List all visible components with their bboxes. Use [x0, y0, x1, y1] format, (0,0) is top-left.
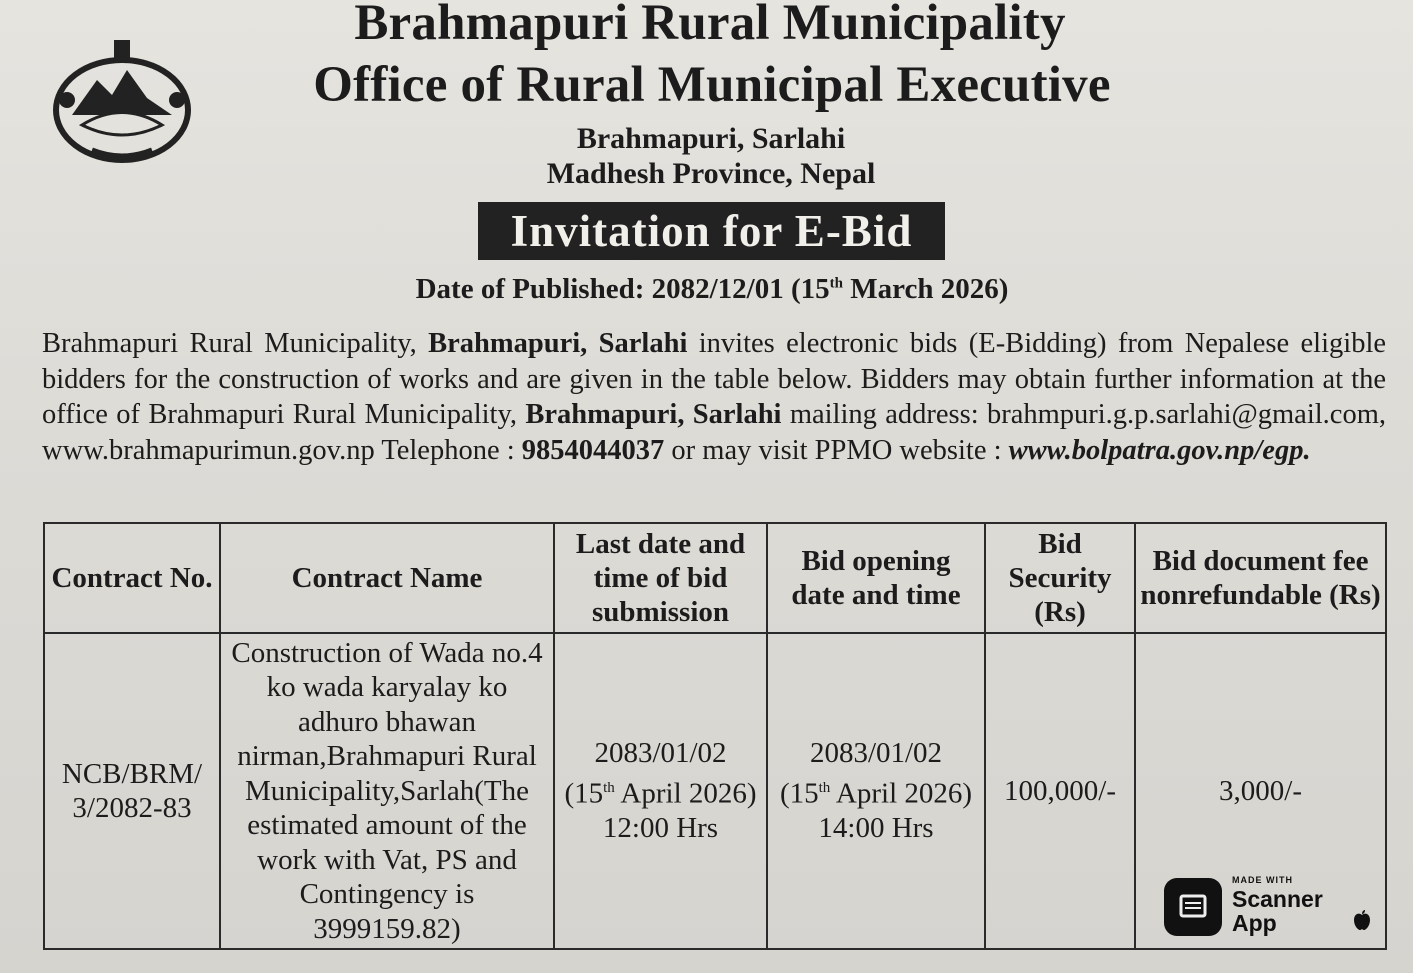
opening-date: 2083/01/02: [809, 737, 943, 770]
published-date-sup: th: [829, 275, 843, 292]
telephone-number: 9854044037: [521, 434, 665, 466]
made-with-label: MADE WITH: [1232, 875, 1293, 885]
opening-english-b: April 2026): [830, 777, 973, 810]
cell-contract-no: NCB/BRM/ 3/2082-83: [44, 633, 220, 949]
scanner-app-icon: [1164, 878, 1222, 936]
table-header-row: [44, 523, 1386, 633]
cell-document-fee: 3,000/-: [1135, 633, 1386, 949]
intro-bold-2: Brahmapuri, Sarlahi: [525, 399, 782, 430]
intro-paragraph: [42, 326, 1386, 468]
cell-bid-opening: [767, 633, 985, 949]
address-line-2: Madhesh Province, Nepal: [546, 157, 876, 190]
address-line-1: Brahmapuri, Sarlahi: [576, 122, 846, 155]
cell-bid-security: 100,000/-: [985, 633, 1135, 949]
last-date-sup: th: [603, 779, 615, 796]
cell-contract-name: Construction of Wada no.4 ko wada karyalay ko adhuro bhawan nirman,Brahmapuri Rural Municipality,Sarlah(The estimated amount of the work with Vat, PS and Contingency is 3999159.82): [220, 633, 554, 949]
notice-title: Invitation for E-Bid: [510, 206, 913, 256]
published-date-text: Date of Published: 2082/12/01 (15: [415, 273, 830, 305]
header-contract-name: Contract Name: [220, 523, 554, 633]
scanner-app-name-2: App: [1232, 910, 1277, 936]
header-document-fee: Bid document fee nonrefundable (Rs): [1135, 523, 1386, 633]
header-contract-no: Contract No.: [44, 523, 220, 633]
intro-text-3: mailing address: brahmpuri.g.p.sarlahi@gmail.com, www.brahmapurimun.gov.np Telephone :: [42, 399, 1386, 466]
header-last-date: Last date and time of bid submission: [554, 523, 767, 633]
header-bid-security: Bid Security (Rs): [985, 523, 1135, 633]
last-date-time: 12:00 Hrs: [602, 812, 719, 845]
opening-time: 14:00 Hrs: [818, 812, 934, 845]
last-date-date: 2083/01/02: [594, 737, 727, 770]
office-title: Office of Rural Municipal Executive: [313, 57, 1111, 113]
opening-sup: th: [818, 779, 831, 796]
last-date-english: [559, 771, 762, 811]
intro-bold-1: Brahmapuri, Sarlahi: [428, 328, 688, 359]
scanner-app-name-1: Scanner: [1232, 886, 1323, 912]
opening-english-a: (15: [779, 777, 819, 810]
cell-last-date: [554, 633, 767, 949]
intro-text-2: invites electronic bids (E-Bidding) from Nepalese eligible bidders for the construction of works and are given in the table below. Bidders may obtain further information at the office of Brahmapuri Rural Municipality,: [42, 328, 1387, 430]
intro-text-1: Brahmapuri Rural Municipality,: [42, 328, 429, 359]
intro-text-4: or may visit PPMO website :: [664, 434, 1009, 466]
municipality-title: Brahmapuri Rural Municipality: [354, 0, 1066, 51]
opening-english: [772, 771, 980, 811]
last-date-english-b: April 2026): [614, 777, 757, 810]
published-date-rest: March 2026): [843, 273, 1009, 305]
header-bid-opening: Bid opening date and time: [767, 523, 985, 633]
apple-icon: [1352, 909, 1372, 931]
published-date: [0, 273, 1413, 306]
ppmo-website-link: www.bolpatra.gov.np/egp.: [1008, 434, 1311, 466]
last-date-english-a: (15: [564, 777, 604, 810]
scanner-app-watermark: [1164, 873, 1378, 937]
notice-title-banner: [478, 202, 945, 260]
